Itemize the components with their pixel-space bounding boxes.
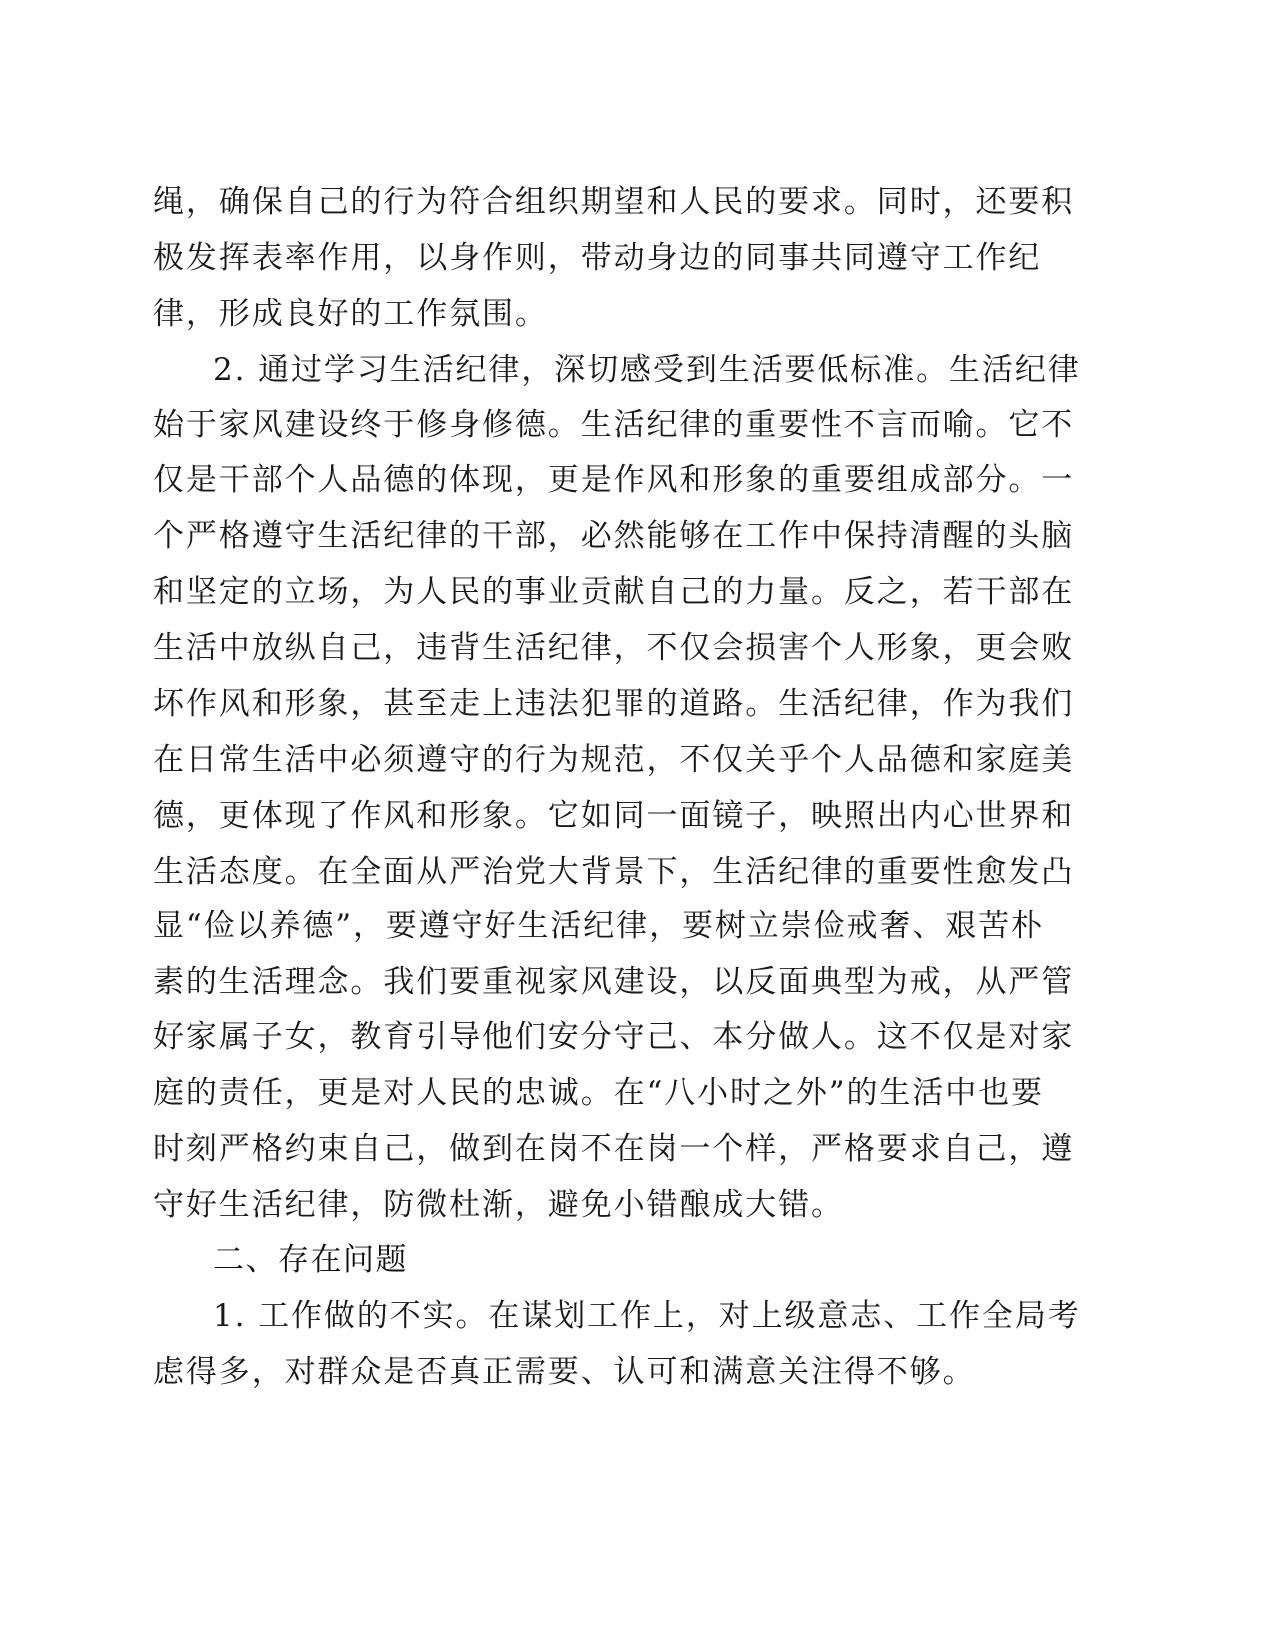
- paragraph-3-line-1: 1. 工作做的不实。在谋划工作上，对上级意志、工作全局考: [213, 1298, 1081, 1334]
- section-heading: 二、存在问题: [213, 1242, 408, 1278]
- paragraph-2-line-15: 时刻严格约束自己，做到在岗不在岗一个样，严格要求自己，遵: [153, 1131, 1075, 1167]
- paragraph-2-line-13: 好家属子女，教育引导他们安分守己、本分做人。这不仅是对家: [153, 1019, 1075, 1055]
- paragraph-1-line-1: 绳，确保自己的行为符合组织期望和人民的要求。同时，还要积: [153, 184, 1075, 220]
- paragraph-2-line-3: 仅是干部个人品德的体现，更是作风和形象的重要组成部分。一: [153, 462, 1075, 498]
- paragraph-2-line-2: 始于家风建设终于修身修德。生活纪律的重要性不言而喻。它不: [153, 407, 1075, 443]
- paragraph-2-line-9: 德，更体现了作风和形象。它如同一面镜子，映照出内心世界和: [153, 798, 1075, 834]
- paragraph-1-line-3: 律，形成良好的工作氛围。: [153, 296, 548, 332]
- paragraph-2-line-11: 显“俭以养德”，要遵守好生活纪律，要树立崇俭戒奢、艰苦朴: [153, 908, 1044, 944]
- paragraph-2-line-14: 庭的责任，更是对人民的忠诚。在“八小时之外”的生活中也要: [153, 1075, 1044, 1111]
- paragraph-2-line-1: 2. 通过学习生活纪律，深切感受到生活要低标准。生活纪律: [213, 352, 1081, 388]
- paragraph-3-line-2: 虑得多，对群众是否真正需要、认可和满意关注得不够。: [153, 1354, 976, 1390]
- paragraph-1-line-2: 极发挥表率作用，以身作则，带动身边的同事共同遵守工作纪: [153, 240, 1042, 276]
- paragraph-2-line-6: 生活中放纵自己，违背生活纪律，不仅会损害个人形象，更会败: [153, 630, 1075, 666]
- paragraph-2-line-5: 和坚定的立场，为人民的事业贡献自己的力量。反之，若干部在: [153, 574, 1075, 610]
- paragraph-2-line-4: 个严格遵守生活纪律的干部，必然能够在工作中保持清醒的头脑: [153, 518, 1075, 554]
- paragraph-2-line-16: 守好生活纪律，防微杜渐，避免小错酿成大错。: [153, 1187, 844, 1223]
- paragraph-2-line-7: 坏作风和形象，甚至走上违法犯罪的道路。生活纪律，作为我们: [153, 686, 1075, 722]
- paragraph-2-line-10: 生活态度。在全面从严治党大背景下，生活纪律的重要性愈发凸: [153, 854, 1075, 890]
- paragraph-2-line-12: 素的生活理念。我们要重视家风建设，以反面典型为戒，从严管: [153, 964, 1075, 1000]
- paragraph-2-line-8: 在日常生活中必须遵守的行为规范，不仅关乎个人品德和家庭美: [153, 742, 1075, 778]
